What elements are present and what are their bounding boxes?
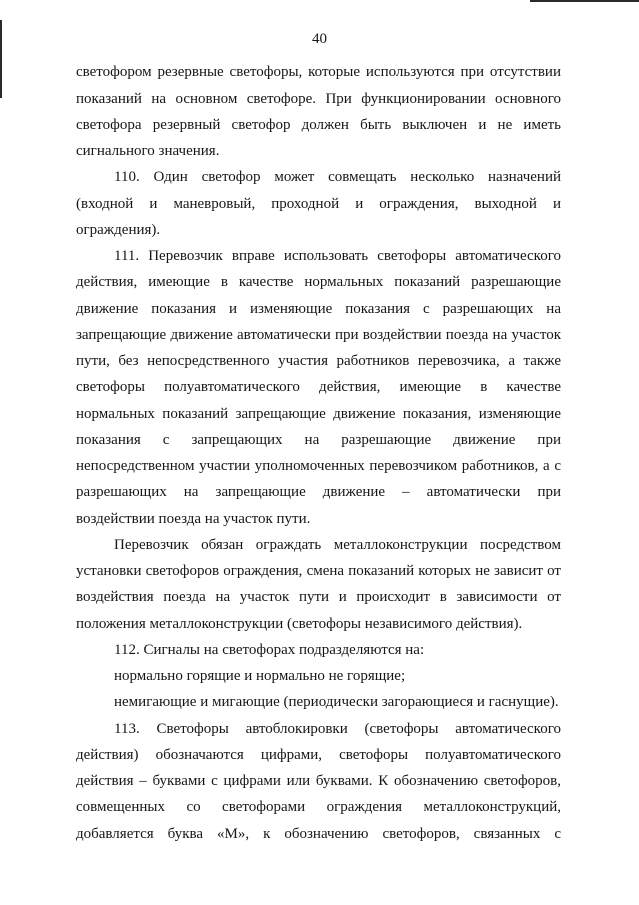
text-line: 110. Один светофор может совмещать несколько назначений	[114, 169, 561, 185]
text-line: совмещенных со светофорами ограждения металлоконструкций,	[76, 799, 561, 815]
scan-edge-top	[530, 0, 639, 2]
text-line: воздействии поезда на участок пути.	[76, 511, 311, 527]
text-line: разрешающих на запрещающие движение – автоматически при	[76, 484, 561, 500]
text-line: движение показания и изменяющие показания с разрешающих на	[76, 301, 561, 317]
text-line: запрещающие движение автоматически при воздействии поезда на участок	[76, 327, 561, 343]
text-line: (входной и маневровый, проходной и ограждения, выходной и	[76, 196, 561, 212]
text-line: установки светофоров ограждения, смена показаний которых не зависит от	[76, 563, 561, 579]
text-line: 112. Сигналы на светофорах подразделяются на:	[114, 642, 425, 658]
page-number: 40	[312, 31, 327, 47]
text-line: положения металлоконструкции (светофоры независимого действия).	[76, 616, 523, 632]
text-line: светофором резервные светофоры, которые используются при отсутствии	[76, 64, 561, 80]
text-line: воздействия поезда на участок пути и происходит в зависимости от	[76, 589, 561, 605]
text-line: нормально горящие и нормально не горящие;	[114, 668, 406, 684]
text-line: показания с запрещающих на разрешающие движение при	[76, 432, 561, 448]
text-line: действия) обозначаются цифрами, светофоры полуавтоматического	[76, 747, 561, 763]
text-line: ограждения).	[76, 222, 161, 238]
text-line: непосредственном участии уполномоченных перевозчиком работников, а с	[76, 458, 561, 474]
text-line: действия, имеющие в качестве нормальных показаний разрешающие	[76, 274, 561, 290]
text-line: светофора резервный светофор должен быть выключен и не иметь	[76, 117, 561, 133]
text-line: светофоры полуавтоматического действия, имеющие в качестве	[76, 379, 561, 395]
text-line: действия – буквами с цифрами или буквами. К обозначению светофоров,	[76, 773, 561, 789]
text-line: Перевозчик обязан ограждать металлоконструкции посредством	[114, 537, 561, 553]
text-line: 113. Светофоры автоблокировки (светофоры автоматического	[114, 721, 561, 737]
text-line: показаний на основном светофоре. При функционировании основного	[76, 91, 561, 107]
text-line: добавляется буква «М», к обозначению светофоров, связанных с	[76, 826, 561, 842]
text-line: немигающие и мигающие (периодически загорающиеся и гаснущие).	[114, 694, 559, 710]
text-line: сигнального значения.	[76, 143, 220, 159]
text-line: нормальных показаний запрещающие движение показания, изменяющие	[76, 406, 561, 422]
text-line: пути, без непосредственного участия работников перевозчика, а также	[76, 353, 561, 369]
text-line: 111. Перевозчик вправе использовать светофоры автоматического	[114, 248, 561, 264]
